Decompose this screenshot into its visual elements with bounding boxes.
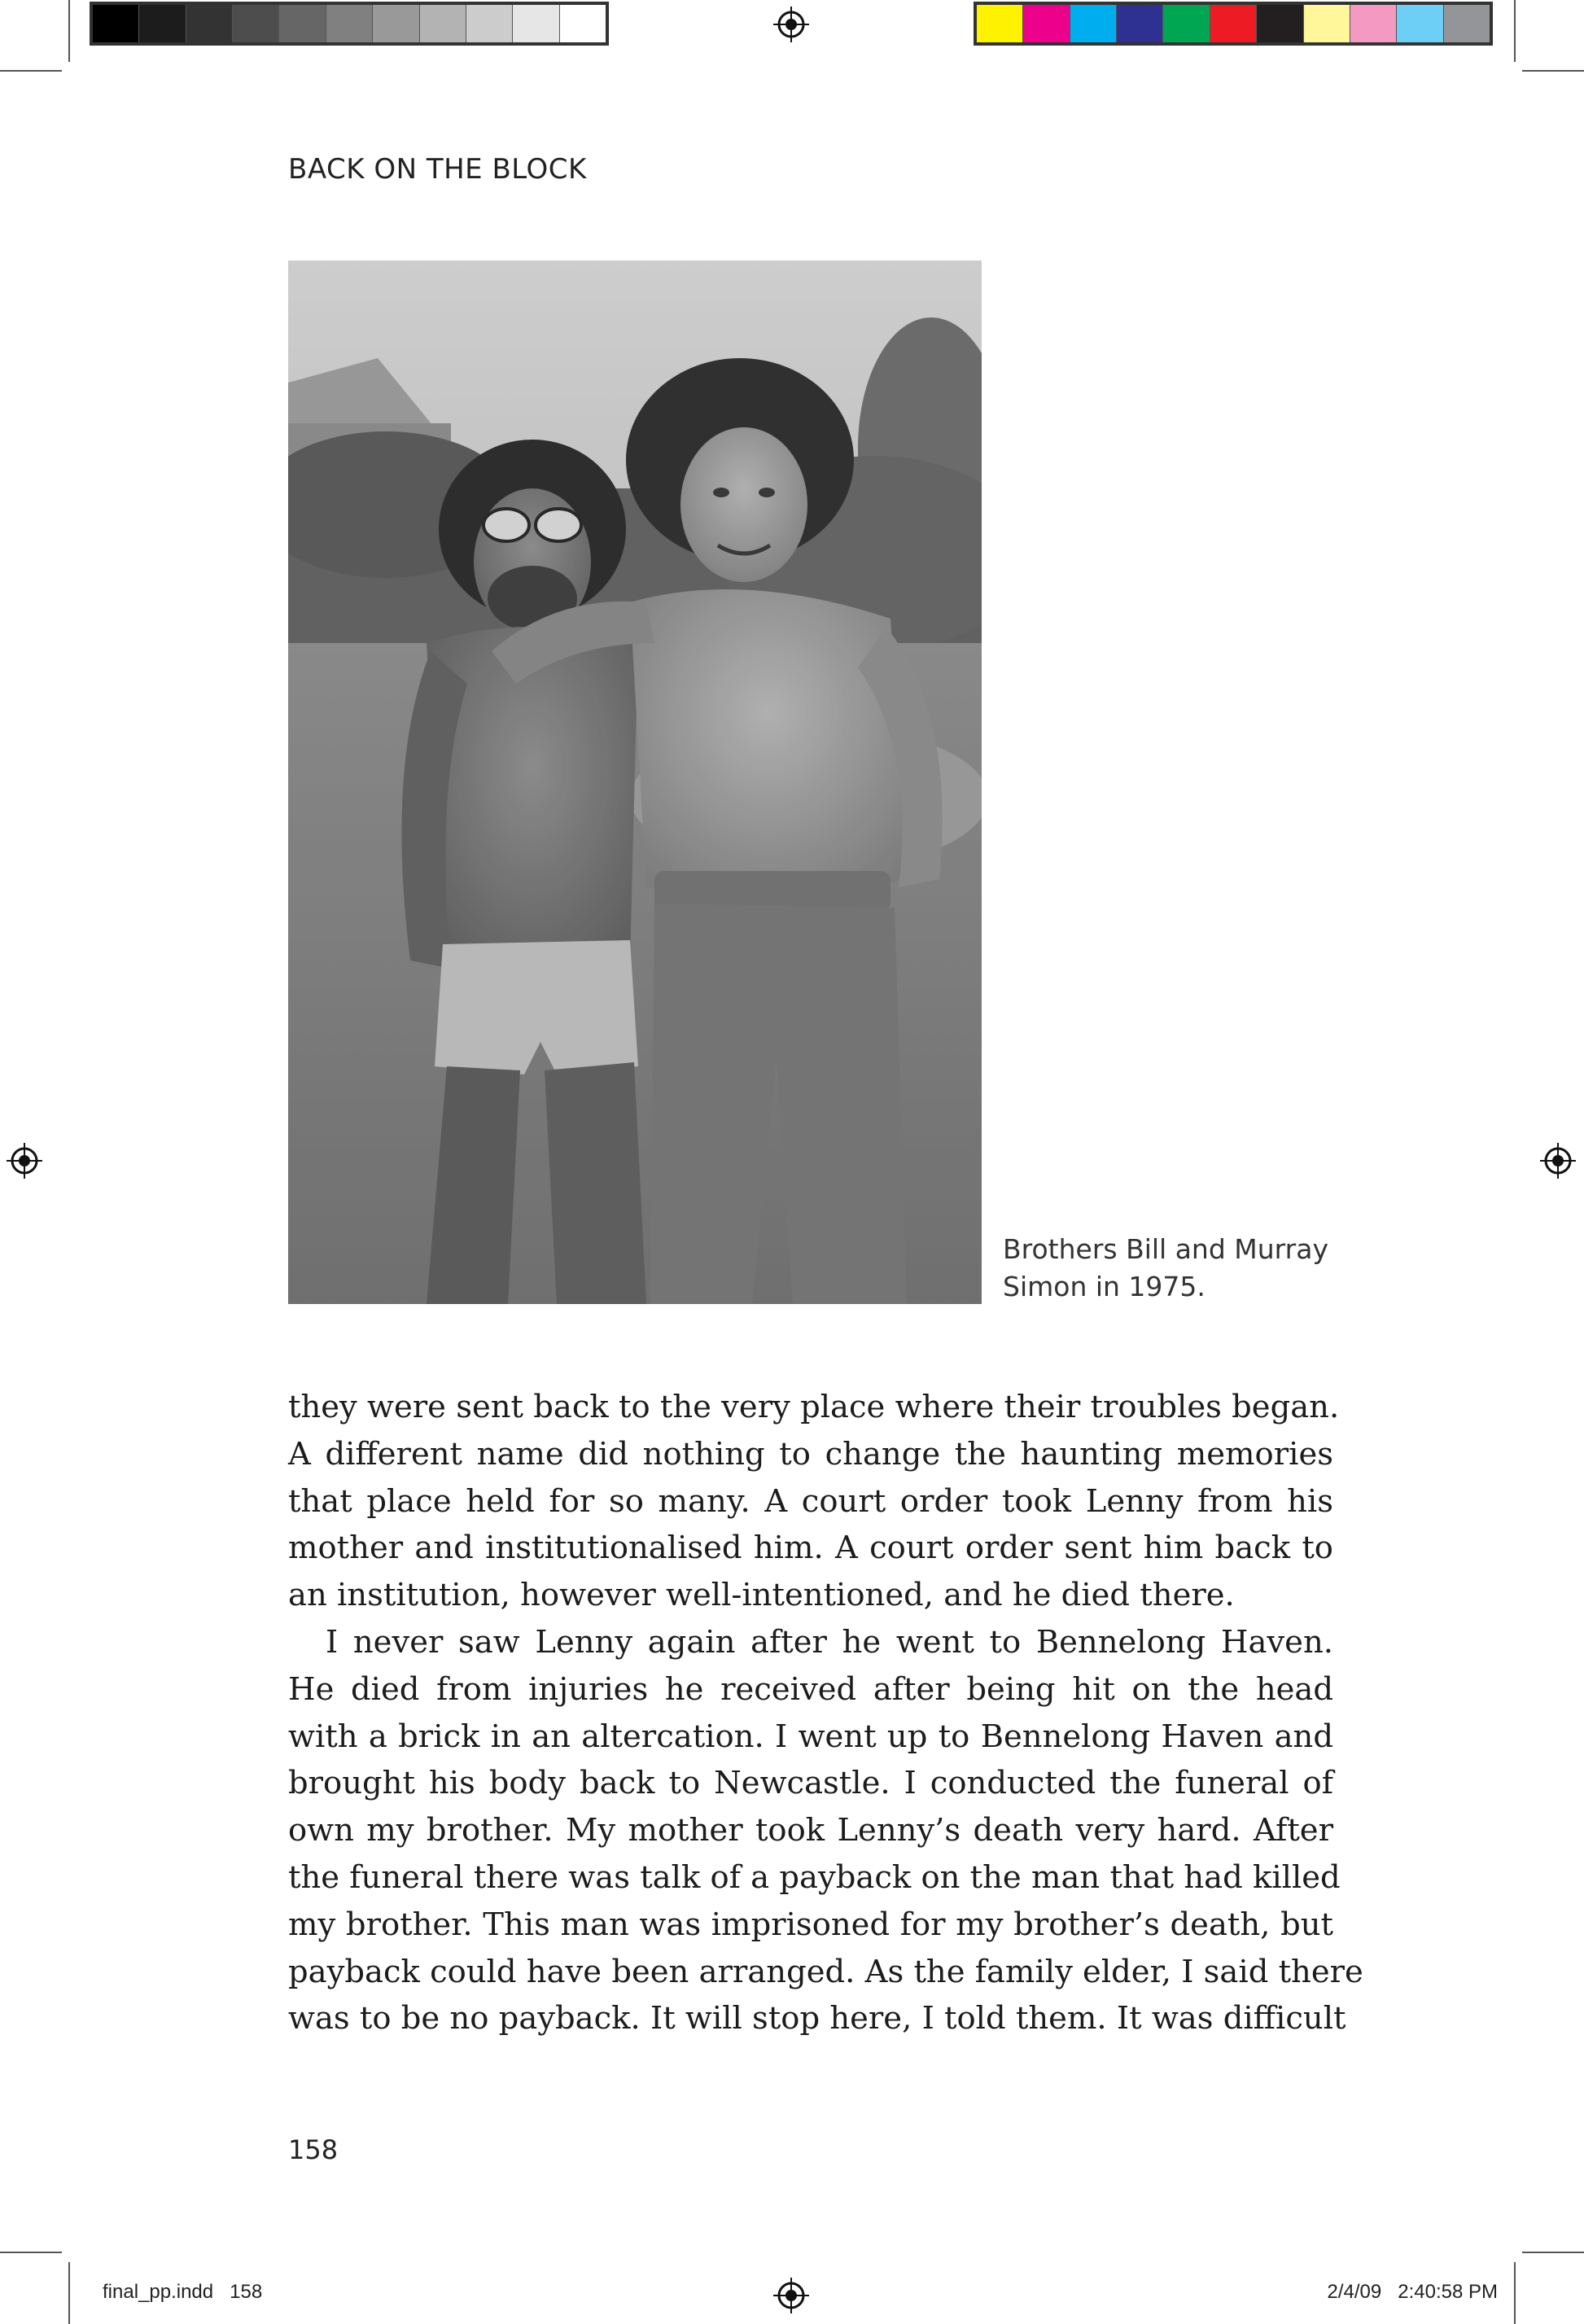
text-line: brought his body back to Newcastle. I conducted the funeral of — [288, 1765, 1333, 1802]
slug-filename: final_pp.indd 158 — [103, 2281, 263, 2303]
color-swatch — [93, 5, 139, 42]
text-line: He died from injuries he received after being hit on the head — [288, 1670, 1333, 1708]
crop-mark — [68, 0, 70, 62]
text-line: that place held for so many. A court order took Lenny from his — [288, 1482, 1333, 1520]
crop-mark — [1514, 2262, 1516, 2324]
text-line: mother and institutionalised him. A court order sent him back to — [288, 1530, 1333, 1567]
photograph-two-brothers — [288, 260, 982, 1304]
text-line: was to be no payback. It will stop here, I told them. It was difficult — [288, 2000, 1346, 2037]
color-swatch — [977, 5, 1023, 42]
color-swatch — [1117, 5, 1163, 42]
color-swatch — [1304, 5, 1350, 42]
registration-mark-left-icon — [7, 1143, 42, 1179]
text-line: the funeral there was talk of a payback on the man that had killed — [288, 1858, 1341, 1896]
color-swatch — [1397, 5, 1443, 42]
crop-mark — [0, 2252, 62, 2253]
crop-mark — [1514, 0, 1516, 62]
color-swatch — [420, 5, 466, 42]
color-swatch — [1163, 5, 1210, 42]
paragraph-1 — [288, 1384, 1340, 1619]
crop-mark — [1522, 2252, 1584, 2253]
color-swatch — [1210, 5, 1257, 42]
caption-line: Brothers Bill and Murray — [1003, 1233, 1328, 1265]
color-swatch — [1070, 5, 1117, 42]
text-line: an institution, however well-intentioned, and he died there. — [288, 1577, 1235, 1614]
color-swatch — [560, 5, 606, 42]
grayscale-color-bar — [90, 2, 609, 46]
text-line: they were sent back to the very place where their troubles began. — [288, 1389, 1340, 1425]
paragraph-2 — [288, 1619, 1363, 2042]
registration-mark-bottom-icon — [773, 2278, 809, 2313]
body-text — [288, 1384, 1363, 2042]
color-swatch — [466, 5, 513, 42]
text-line: own my brother. My mother took Lenny’s death very hard. After — [288, 1812, 1333, 1849]
crop-mark — [1522, 70, 1584, 72]
process-color-bar — [974, 2, 1493, 46]
text-line: I never saw Lenny again after he went to Bennelong Haven. — [326, 1623, 1333, 1661]
registration-mark-top-icon — [773, 7, 809, 42]
crop-mark — [0, 70, 62, 72]
caption-line: Simon in 1975. — [1003, 1271, 1206, 1302]
color-swatch — [1444, 5, 1490, 42]
photo-caption — [1003, 1231, 1328, 1306]
color-swatch — [139, 5, 186, 42]
color-swatch — [326, 5, 373, 42]
slug-timestamp: 2/4/09 2:40:58 PM — [1327, 2281, 1498, 2303]
color-swatch — [1350, 5, 1397, 42]
crop-mark — [68, 2262, 70, 2324]
color-swatch — [1257, 5, 1303, 42]
color-swatch — [186, 5, 233, 42]
running-head: BACK ON THE BLOCK — [288, 153, 587, 186]
text-line: with a brick in an altercation. I went up to Bennelong Haven and — [288, 1718, 1333, 1755]
text-line: my brother. This man was imprisoned for my brother’s death, but — [288, 1906, 1333, 1943]
registration-mark-right-icon — [1540, 1143, 1576, 1179]
text-line: payback could have been arranged. As the family elder, I said there — [288, 1953, 1363, 1990]
color-swatch — [373, 5, 419, 42]
color-swatch — [279, 5, 326, 42]
text-line: A different name did nothing to change the haunting memories — [288, 1435, 1333, 1473]
page-number: 158 — [288, 2134, 339, 2165]
color-swatch — [233, 5, 279, 42]
color-swatch — [1023, 5, 1070, 42]
color-swatch — [513, 5, 559, 42]
